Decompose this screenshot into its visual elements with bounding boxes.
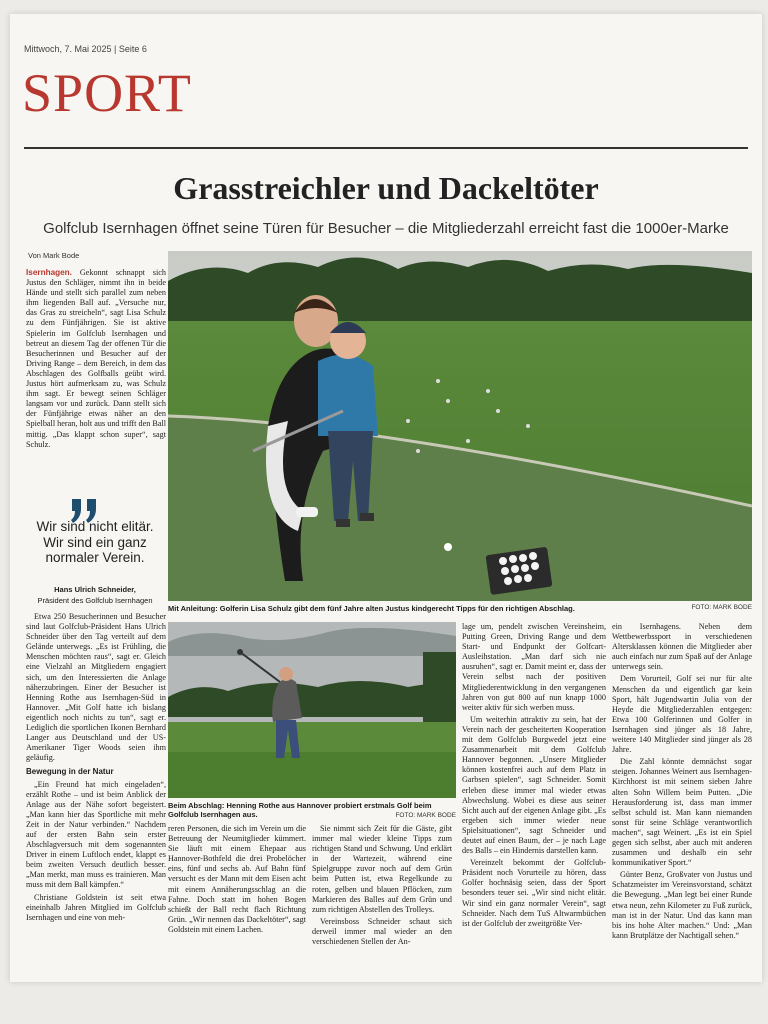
photo-tee-shot-image — [168, 622, 456, 798]
subheading: Bewegung in der Natur — [26, 767, 114, 777]
section-title: SPORT — [22, 63, 192, 123]
column-2 — [168, 824, 306, 937]
pull-quote-role: Präsident des Golfclub Isernhagen — [37, 596, 153, 605]
photo-tee-shot-credit: FOTO: MARK BODE — [395, 812, 456, 819]
paragraph: „Ein Freund hat mich eingeladen“, erzählt Rothe – und ist beim Anblick der Anlage aus der Nähe sofort begeistert. „Man kann hier das Sportliche mit mehr Zeit in der Natur verbinden.“ Nachdem auf der ersten Bahn sein erster Abschlagversuch mit dem sogenannten Driver in einem Luftloch endet, klappt es beim zweiten Versuch deutlich besser. „Man merkt, man muss es trainieren. Man muss mit dem Ball kämpfen.“ — [26, 779, 166, 890]
photo-golf-lesson-caption: Mit Anleitung: Golferin Lisa Schulz gibt dem fünf Jahre alten Justus kindgerecht Tipps für den richtigen Abschlag. — [168, 604, 575, 613]
column-5 — [612, 622, 752, 943]
paragraph: Um weiterhin attraktiv zu sein, hat der Verein nach der gescheiterten Kooperation mit dem Golfclub Burgwedel jetzt eine Zusammenarbeit mit dem Golfclub Hannover begonnen. „Unsere Mitglieder können kostenfrei auch auf dem Platz in Garbsen spielen“, sagt Schneider. Somit erleben diese immer mal wieder etwas Abwechslung. Wobei es diese aus seiner Sicht auch auf der eigenen Anlage gibt. „Es ergeben sich immer wieder neue Spielsituationen“, sagt Schneider und deutet auf einen Baum, der – je nach Lage des Balls – ein Hindernis darstellen kann. — [462, 714, 606, 856]
column-4 — [462, 622, 606, 931]
byline: Von Mark Bode — [28, 251, 80, 260]
column-1-bottom — [26, 612, 166, 925]
paragraph: ein Isernhagens. Neben dem Wettbewerbssport in verschiedenen Altersklassen können die Mitglieder aber auch einfach nur zum Spaß auf der Anlage unterwegs sein. — [612, 622, 752, 672]
paragraph: Dem Vorurteil, Golf sei nur für alte Menschen da und eigentlich gar kein Sport, hält Jugendwartin Julia von der Heyde die Mitgliederzahlen entgegen: Etwa 100 Golferinnen und Golfer in Isernhagen sind jünger als 18 Jahre, weitere 140 Mitglieder sind jünger als 28 Jahre. — [612, 674, 752, 755]
lead-paragraph: Isernhagen. Gekonnt schnappt sich Justus den Schläger, nimmt ihn in beide Hände und stellt sich parallel zum neben ihm liegenden Ball auf. „Versuche nur, das Gras zu streicheln“, sagt Lisa Schulz zu dem Fünfjährigen. Sie ist aktive Spielerin im Golfclub Isernhagen und betreut an diesem Tag der offenen Tür die Besucherinnen und Besucher auf der Driving Range – dem Bereich, in dem das Abschlagen des Golfballs geübt wird. Justus hört aufmerksam zu, was Schulz ihm sagt. Er bewegt seinen Schläger langsam vor und zurück. Dann stellt sich der Fünfjährige etwas näher an den Spielball heran, holt aus und trifft den Ball mittig. „Das klappt schon super“, sagt Schulz. — [26, 268, 166, 449]
article-headline: Grasstreichler und Dackeltöter — [173, 170, 599, 206]
paragraph: reren Personen, die sich im Verein um die Betreuung der Neumitglieder kümmert. Sie läuft mit einem Ehepaar aus Hannover-Bothfeld die drei Probelöcher eins, fünf und sechs ab. Auf Bahn fünf versucht es der Mann mit dem Eisen acht mit einem Annäherungsschlag an die Fahne. Doch statt im hohen Bogen schießt der Ball recht flach Richtung Grün. „Wir nennen das Dackeltöter“, sagt Goldstein mit einem Lachen. — [168, 824, 306, 934]
dateline: Mittwoch, 7. Mai 2025 | Seite 6 — [24, 44, 147, 54]
photo-tee-shot-caption: Beim Abschlag: Henning Rothe aus Hannover probiert erstmals Golf beim Golfclub Isernhagen aus. — [168, 801, 432, 819]
photo-golf-lesson-image — [168, 251, 752, 601]
photo-golf-lesson — [168, 251, 752, 601]
article-subhead: Golfclub Isernhagen öffnet seine Türen für Besucher – die Mitgliederzahl erreicht fast die 1000er-Marke — [43, 220, 729, 237]
paragraph: Etwa 250 Besucherinnen und Besucher sind laut Golfclub-Präsident Hans Ulrich Schneider über den Tag verteilt auf dem Gelände unterwegs. „Es ist Frühling, die Menschen möchten raus“, sagt er. Gleich eine Vielzahl an Mitgliedern engagiert sich, um den Interessierten die Anlage näherzubringen. Einer der Besucher ist Henning Rothe aus Isernhagen-Süd in Hannover. „Mit Golf hatte ich bislang eigentlich noch nichts zu tun“, sagt er. Lediglich die sportlichen Ikonen Bernhard Langer aus Deutschland und der US-Amerikaner Tiger Woods seien ihm geläufig. — [26, 612, 166, 763]
paragraph: Die Zahl könnte demnächst sogar steigen. Johannes Weinert aus Isernhagen-Kirchhorst ist mit seinem sieben Jahre alten Sohn Willem beim Putten. „Die Herausforderung ist, dass man immer selbst schuld ist. Man kann niemanden sonst für seine Schläge verantwortlich machen“, sagt Weinert. „Es ist ein Spiel gegen sich selbst, aber auch mit anderen zusammen und deshalb ein sehr kommunikativer Sport.“ — [612, 757, 752, 868]
photo-tee-shot — [168, 622, 456, 798]
header-divider — [24, 147, 748, 149]
paragraph: Sie nimmt sich Zeit für die Gäste, gibt immer mal wieder kleine Tipps zum richtigen Stand und Schwung. Und erklärt in der Wartezeit, während eine Spielgruppe zuvor noch auf dem Grün beim Putten ist, etwa Regelkunde zu roten, gelben und blauen Pflöcken, zum Markieren des Balles auf dem Grün und zum richtigen Abstellen des Trolleys. — [312, 824, 452, 914]
column-3 — [312, 824, 452, 949]
location-tag: Isernhagen. — [26, 268, 72, 277]
paragraph: Vereinsboss Schneider schaut sich derweil immer mal wieder an den verschiedenen Stellen der An- — [312, 916, 452, 947]
photo-golf-lesson-credit: FOTO: MARK BODE — [691, 604, 752, 611]
paragraph: Günter Benz, Großvater von Justus und Schatzmeister im Vereinsvorstand, schätzt die Bewegung. „Man legt bei einer Runde etwa neun, zehn Kilometer zu Fuß zurück, man ist in der Natur. Und das kann man bis ins hohe Alter machen.“ Und: „Man kann Brutplätze der Nachtigall sehen.“ — [612, 870, 752, 940]
pull-quote-text: Wir sind nicht elitär. Wir sind ein ganz normaler Verein. — [36, 519, 154, 565]
pull-quote-name: Hans Ulrich Schneider, — [54, 585, 136, 594]
paragraph: Vereinzelt bekommt der Golfclub-Präsident noch Vorurteile zu hören, dass Golfer hochnäsig seien, dass der Sport besonders teuer sei. „Wir sind nicht elitär. Wir sind ein ganz normaler Verein“, sagt Schneider. Nach dem TuS Altwarmbüchen ist der Golfclub der zweitgrößte Ver- — [462, 858, 606, 928]
newspaper-page — [10, 14, 762, 982]
column-1-top — [26, 268, 166, 452]
paragraph: Christiane Goldstein ist seit etwa eineinhalb Jahren Mitglied im Golfclub Isernhagen und eine von meh- — [26, 892, 166, 922]
paragraph: lage um, pendelt zwischen Vereinsheim, Putting Green, Driving Range und dem Start- und Endpunkt der Golfcart-Ausleihstation. „Man darf sich nie ausruhen“, sagt er. Damit meint er, dass der Verein selbst nach der positiven Mitgliederentwicklung in den vergangenen Jahren von gut 800 auf nun knapp 1000 weiter aktiv für sich werben muss. — [462, 622, 606, 712]
